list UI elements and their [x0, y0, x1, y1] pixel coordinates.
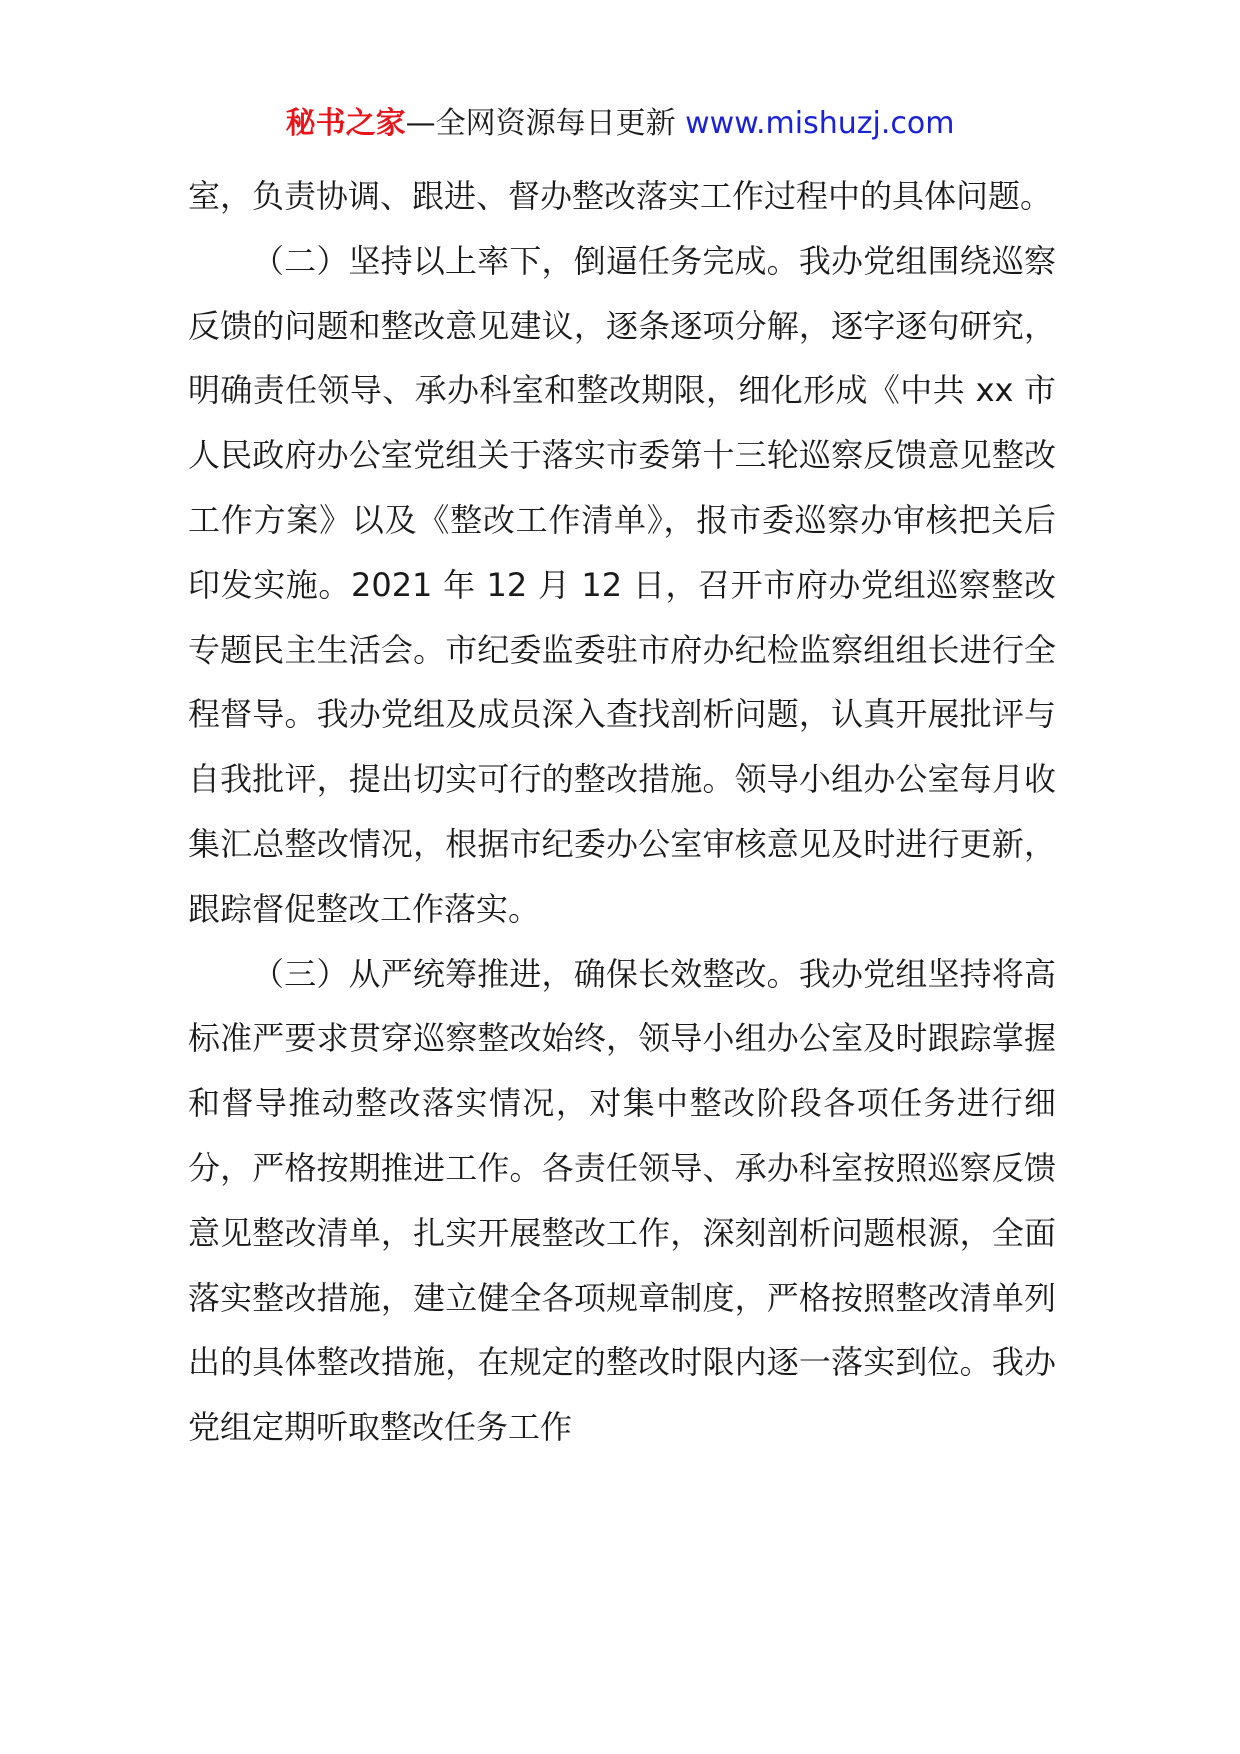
- site-url-link[interactable]: www.mishuzj.com: [685, 106, 955, 141]
- brand-name: 秘书之家: [285, 106, 406, 141]
- page-header: [0, 102, 1240, 146]
- document-body: [188, 164, 1056, 1460]
- header-tagline: —全网资源每日更新: [405, 106, 676, 141]
- paragraph-section-3: （三）从严统筹推进，确保长效整改。我办党组坚持将高标准严要求贯穿巡察整改始终，领导小组办公室及时跟踪掌握和督导推动整改落实情况，对集中整改阶段各项任务进行细分，严格按期推进工作。各责任领导、承办科室按照巡察反馈意见整改清单，扎实开展整改工作，深刻剖析问题根源，全面落实整改措施，建立健全各项规章制度，严格按照整改清单列出的具体整改措施，在规定的整改时限内逐一落实到位。我办党组定期听取整改任务工作: [188, 954, 1056, 1447]
- paragraph-section-2: （二）坚持以上率下，倒逼任务完成。我办党组围绕巡察反馈的问题和整改意见建议，逐条逐项分解，逐字逐句研究，明确责任领导、承办科室和整改期限，细化形成《中共 xx 市人民政府办公室党组关于落实市委第十三轮巡察反馈意见整改工作方案》以及《整改工作清单》，报市委巡察办审核把关后印发实施。2021 年 12 月 12 日，召开市府办党组巡察整改专题民主生活会。市纪委监委驻市府办纪检监察组组长进行全程督导。我办党组及成员深入查找剖析问题，认真开展批评与自我批评，提出切实可行的整改措施。领导小组办公室每月收集汇总整改情况，根据市纪委办公室审核意见及时进行更新，跟踪督促整改工作落实。: [188, 241, 1056, 928]
- paragraph-continuation: 室，负责协调、跟进、督办整改落实工作过程中的具体问题。: [188, 177, 1053, 215]
